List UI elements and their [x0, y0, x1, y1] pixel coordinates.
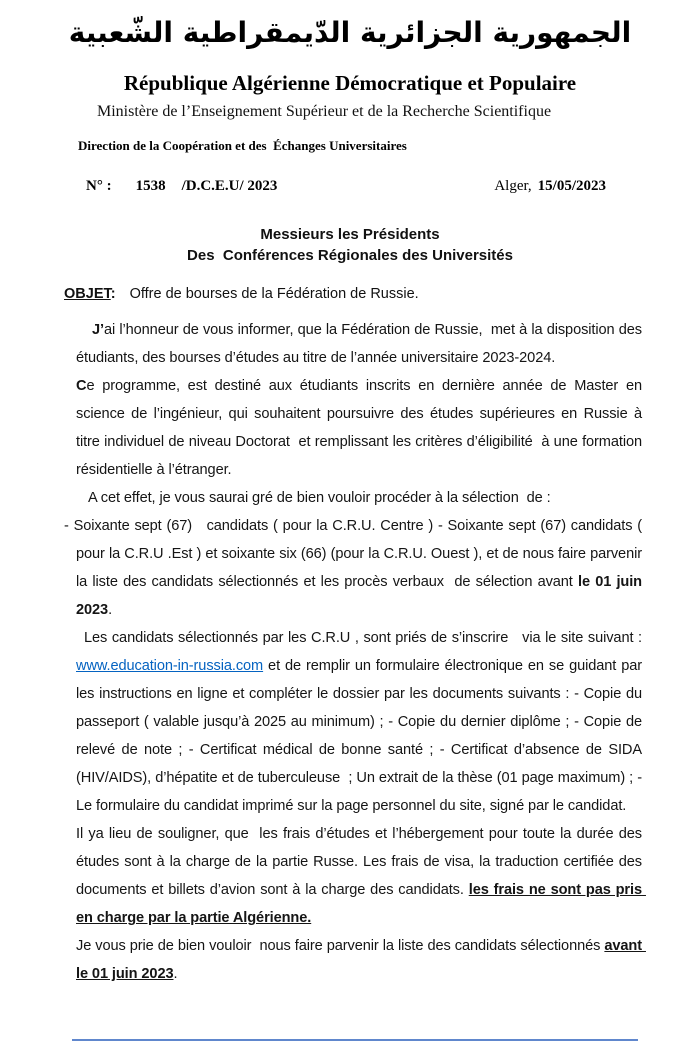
letter-date: 15/05/2023: [537, 178, 606, 194]
ref-label: N° :: [86, 178, 112, 194]
city-date: [494, 177, 606, 196]
object-line: [0, 286, 700, 302]
object-label: OBJET: [64, 286, 111, 302]
paragraph-inscription-post: et de remplir un formulaire électronique en se guidant par les instructions en ligne et compléter le dossier par les documents suivants : - Copie du passeport ( valable jusqu’à 2025 au minimum) ; - Copie du dernier diplôme ; - Copie de relevé de note ; - Certificat médical de bonne santé ; - Certificat d’absence de SIDA (HIV/AIDS), d’hépatite et de tuberculeuse ; Un extrait de la thèse (01 page maximum) ; - Le formulaire du candidat imprimé sur la page personnel du site, signé par le candidat.: [76, 658, 646, 814]
object-colon: :: [110, 286, 116, 302]
paragraph-intro-text: ai l’honneur de vous informer, que la Fédération de Russie, met à la disposition des étudiants, des bourses d’études au titre de l’année universitaire 2023-2024.: [76, 322, 646, 366]
direction-line: Direction de la Coopération et des Échanges Universitaires: [78, 138, 407, 153]
recipient-line1: Messieurs les Présidents: [260, 226, 440, 243]
ref-suffix: /D.C.E.U/ 2023: [181, 178, 278, 194]
paragraph-conclusion-end: .: [173, 966, 178, 982]
reference-left: [86, 177, 277, 196]
recipient-heading: [0, 224, 700, 266]
paragraph-program-lead: C: [76, 378, 87, 394]
dash-bullet: -: [64, 518, 69, 534]
paragraph-conclusion-pre: Je vous prie de bien vouloir nous faire parvenir la liste des candidats sélectionnés: [76, 938, 605, 954]
paragraph-effet-text: A cet effet, je vous saurai gré de bien vouloir procéder à la sélection de :: [88, 490, 551, 506]
ref-number: 1538: [135, 178, 166, 194]
paragraph-effet: [76, 484, 642, 512]
frais-bold-underline: les frais ne sont pas pris en charge par la partie Algérienne.: [76, 882, 646, 926]
paragraph-program: [76, 372, 646, 484]
paragraph-inscription-pre: Les candidats sélectionnés par les C.R.U , sont priés de s’inscrire via le site suivant :: [84, 630, 646, 646]
education-russia-link[interactable]: www.education-in-russia.com: [76, 658, 264, 674]
object-text: Offre de bourses de la Fédération de Russie.: [129, 286, 419, 302]
recipient-line2: Des Conférences Régionales des Universités: [187, 247, 513, 264]
paragraph-frais: [76, 820, 646, 932]
paragraph-quota-end: .: [108, 602, 113, 618]
reference-line: [0, 177, 700, 196]
paragraph-intro: [76, 316, 646, 372]
paragraph-conclusion: [76, 932, 646, 988]
paragraph-inscription: [76, 624, 646, 820]
paragraph-quota-text: Soixante sept (67) candidats ( pour la C.R.U. Centre ) - Soixante sept (67) candidats ( pour la C.R.U .Est ) et soixante six (66) (pour la C.R.U. Ouest ), et de nous faire parvenir la liste des candidats sélectionnés et les procès verbaux de sélection avant: [68, 518, 646, 590]
footer-rule: [72, 1039, 638, 1041]
letter-body: [64, 316, 646, 988]
paragraph-quota: [64, 512, 646, 624]
republic-title: République Algérienne Démocratique et Populaire: [123, 71, 577, 95]
deadline-bold: le 01 juin 2023: [76, 574, 646, 618]
ministry-line: Ministère de l’Enseignement Supérieur et de la Recherche Scientifique: [97, 103, 552, 120]
paragraph-intro-lead: J’: [92, 322, 104, 338]
conclusion-deadline: avant le 01 juin 2023: [76, 938, 646, 982]
paragraph-program-text: e programme, est destiné aux étudiants inscrits en dernière année de Master en science de l’ingénieur, qui souhaitent poursuivre des études supérieures en Russie à titre individuel de niveau Doctorat et remplissant les critères d’éligibilité à une formation résidentielle à l’étranger.: [76, 378, 646, 478]
city-label: Alger,: [494, 178, 532, 194]
paragraph-frais-pre: Il ya lieu de souligner, que les frais d’études et l’hébergement pour toute la durée des études sont à la charge de la partie Russe. Les frais de visa, la traduction certifiée des documents et billets d’avion sont à la charge des candidats.: [76, 826, 646, 898]
arabic-title: الجمهورية الجزائرية الدّيمقراطية الشّعبية: [68, 16, 632, 49]
